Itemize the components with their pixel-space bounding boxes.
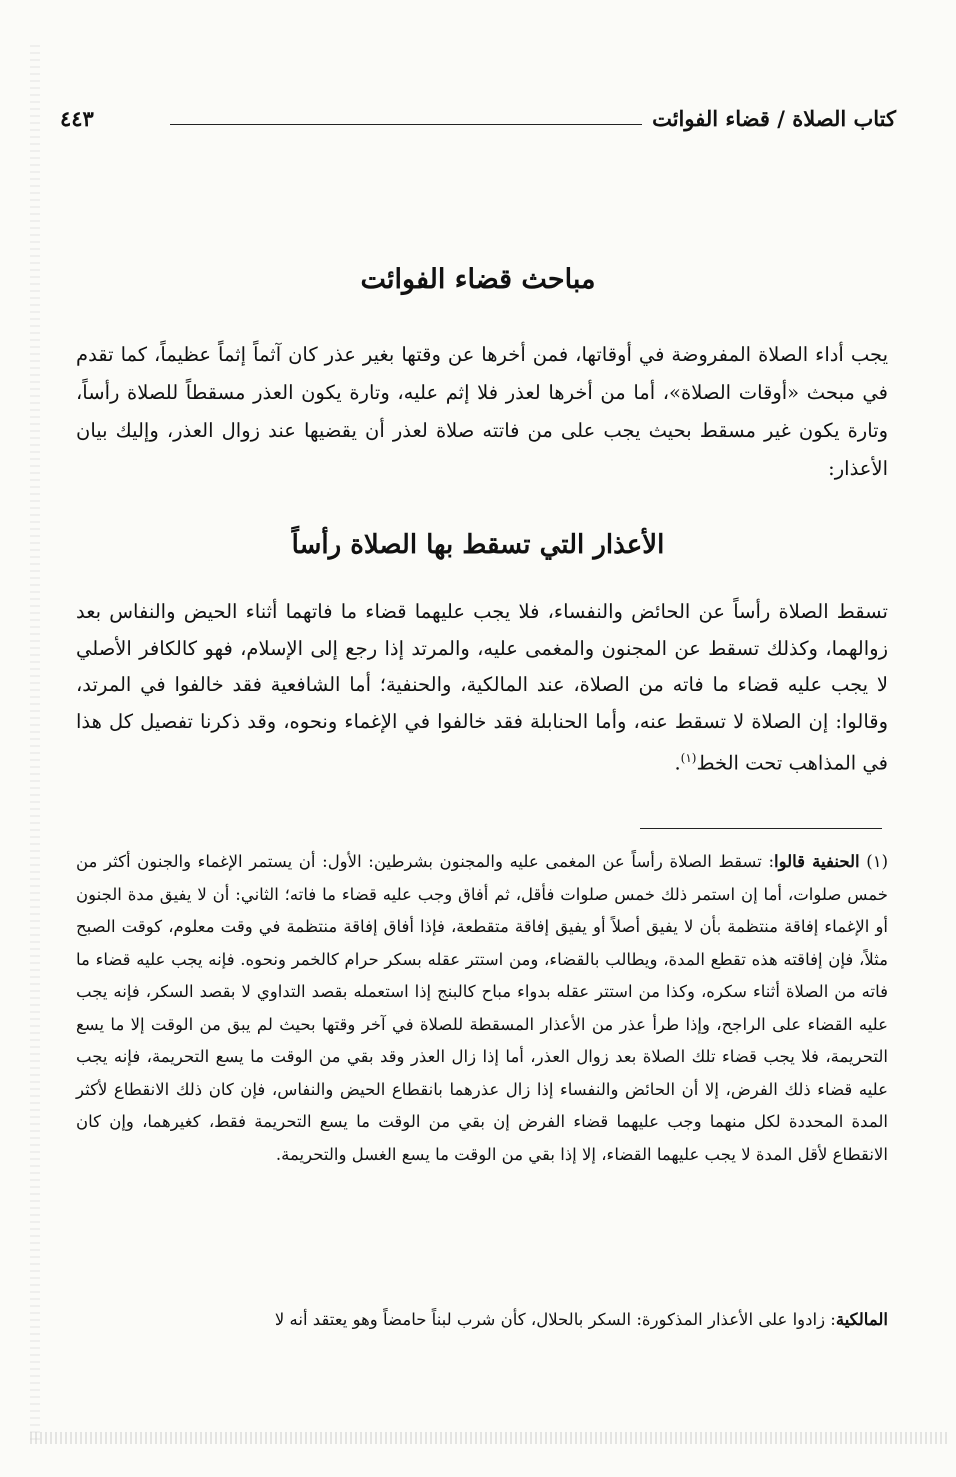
scan-bottom-artifact bbox=[30, 1432, 950, 1444]
footnote-maliki bbox=[76, 1304, 888, 1337]
section-title-missed-prayers: مباحث قضاء الفوائت bbox=[360, 264, 596, 295]
footnote-separator bbox=[640, 828, 882, 829]
scan-edge-artifact bbox=[30, 40, 40, 1440]
footnote-number: (١) bbox=[866, 852, 888, 871]
running-title: كتاب الصلاة / قضاء الفوائت bbox=[652, 106, 896, 131]
intro-paragraph: يجب أداء الصلاة المفروضة في أوقاتها، فمن أخرها عن وقتها بغير عذر كان آثماً إثماً عظيماً، كما تقدم في مبحث «أوقات الصلاة»، أما من أخرها لعذر فلا إثم عليه، وتارة يكون العذر مسقطاً للصلاة رأساً، وتارة يكون غير مسقط بحيث يجب على من فاتته صلاة لعذر أن يقضيها عند زوال العذر، وإليك بيان الأعذار: bbox=[76, 343, 888, 480]
page-header bbox=[60, 104, 896, 148]
page-number: ٤٤٣ bbox=[60, 106, 94, 131]
section-title-excuses: الأعذار التي تسقط بها الصلاة رأساً bbox=[291, 530, 665, 560]
excuses-paragraph bbox=[76, 594, 888, 782]
footnote-reference: (١) bbox=[680, 751, 697, 765]
paragraph-end: . bbox=[674, 751, 681, 775]
excuses-paragraph-text: تسقط الصلاة رأساً عن الحائض والنفساء، فلا يجب عليهما قضاء ما فاتهما أثناء الحيض والنفاس بعد زوالهما، وكذلك تسقط عن المجنون والمغمى عليه، والمرتد إذا رجع إلى الإسلام، فهو كالكافر الأصلي لا يجب عليه قضاء ما فاته من الصلاة، عند المالكية، والحنفية؛ أما الشافعية فقد خالفوا في المرتد، وقالوا: إن الصلاة لا تسقط عنه، وأما الحنابلة فقد خالفوا في الإغماء ونحوه، وقد ذكرنا تفصيل كل هذا في المذاهب تحت الخط bbox=[76, 600, 888, 775]
footnote-text-hanafi: : تسقط الصلاة رأساً عن المغمى عليه والمجنون بشرطين: الأول: أن يستمر الإغماء والجنون أكثر من خمس صلوات، أما إن استمر ذلك خمس صلوات فأقل، ثم أفاق وجب عليه قضاء ما فاته؛ الثاني: أن لا يفيق مدة الجنون أو الإغماء إفاقة منتظمة بأن لا يفيق أصلاً أو يفيق إفاقة متقطعة، فإذا أفاق إفاقة منتظمة في وقت معلوم، كوقت الصبح مثلاً، فإن إفاقته هذه تقطع المدة، ويطالب بالقضاء، ومن استتر عقله بسكر حرام كالخمر ونحوه. فإنه يجب عليه قضاء ما فاته من الصلاة أثناء سكره، وكذا من استتر عقله بدواء مباح كالبنج إذا استعمله بقصد التداوي لا بقصد السكر، فإنه يجب عليه القضاء على الراجح، وإذا طرأ عذر من الأعذار المسقطة للصلاة في آخر وقتها بحيث لم يبق من الوقت إلا ما يسع التحريمة، فلا يجب قضاء تلك الصلاة بعد زوال العذر، أما إذا زال العذر وقد بقي من الوقت ما يسع التحريمة، فإنه يجب عليه قضاء ذلك الفرض، إلا أن الحائض والنفساء إذا زال عذرهما بانقطاع الحيض والنفاس، فإن كان ذلك الانقطاع لأكثر المدة المحددة لكل منهما وجب عليهما قضاء الفرض إن بقي من الوقت ما يسع التحريمة فقط، كغيرهما، وإن كان الانقطاع لأقل المدة لا يجب عليهما القضاء، إلا إذا بقي من الوقت ما يسع الغسل والتحريمة. bbox=[76, 852, 888, 1164]
header-rule bbox=[170, 124, 642, 125]
footnote-label-hanafi: الحنفية قالوا bbox=[774, 852, 860, 871]
footnote-label-maliki: المالكية bbox=[835, 1310, 888, 1329]
footnote-text-maliki: : زادوا على الأعذار المذكورة: السكر بالحلال، كأن شرب لبناً حامضاً وهو يعتقد أنه لا bbox=[274, 1310, 836, 1329]
footnote-hanafi bbox=[76, 846, 888, 1171]
